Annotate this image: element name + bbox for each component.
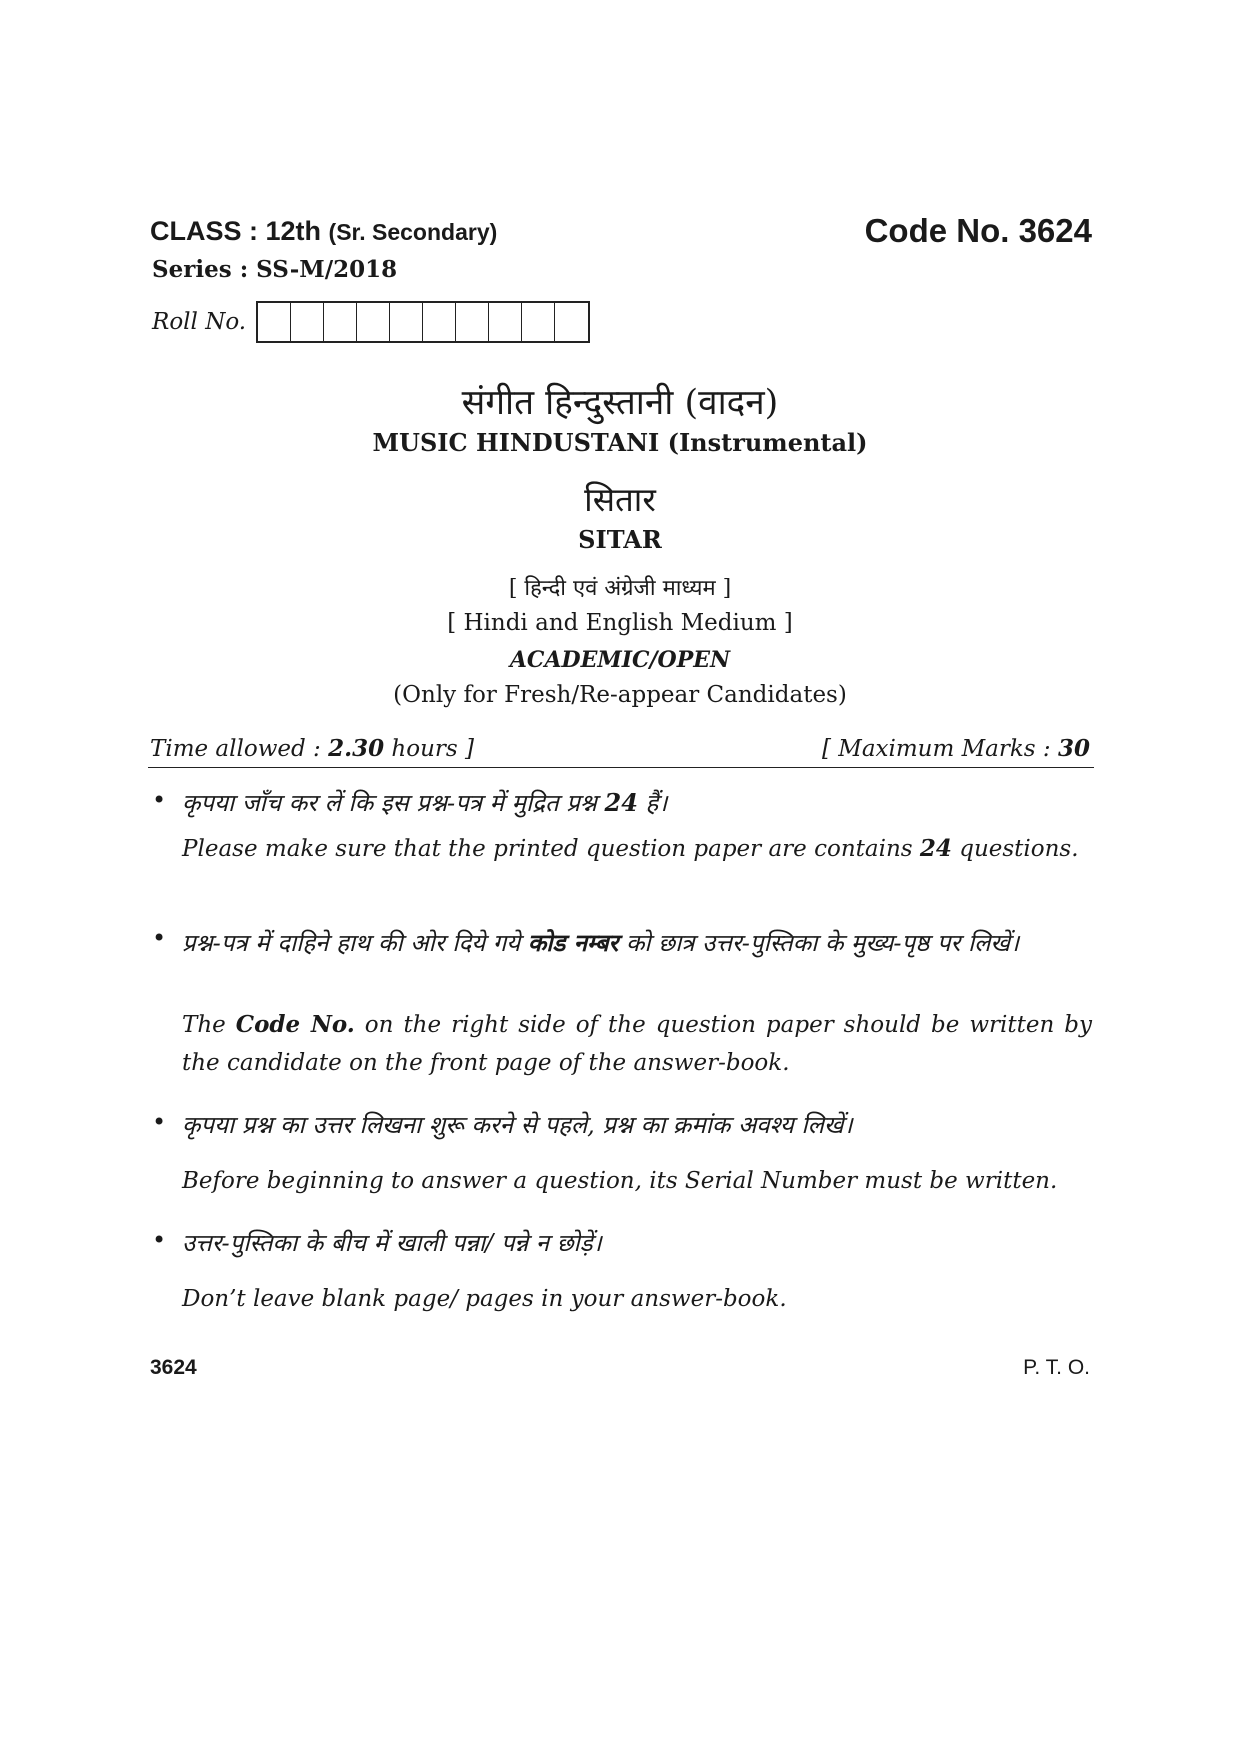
roll-box[interactable] [456,303,489,341]
roll-number-boxes[interactable] [256,301,590,343]
title-english: MUSIC HINDUSTANI (Instrumental) [372,428,868,457]
instruction-3-hindi: कृपया प्रश्न का उत्तर लिखना शुरू करने से पहले, प्रश्न का क्रमांक अवश्य लिखें। [182,1111,853,1139]
subject-english: SITAR [578,525,662,554]
instruction-1-english: Please make sure that the printed question paper are contains 24 questions. [182,835,1079,862]
roll-box[interactable] [423,303,456,341]
bullet-icon: • [152,924,167,952]
bullet-icon: • [152,1108,167,1136]
roll-number-row [152,301,590,343]
roll-box[interactable] [555,303,588,341]
candidates-note: (Only for Fresh/Re-appear Candidates) [393,682,847,708]
roll-box[interactable] [357,303,390,341]
instruction-1-hindi: कृपया जाँच कर लें कि इस प्रश्न-पत्र में मुद्रित प्रश्न 24 हैं। [182,788,668,817]
roll-box[interactable] [324,303,357,341]
medium-hindi: [ हिन्दी एवं अंग्रेजी माध्यम ] [508,576,732,601]
subject-hindi: सितार [584,480,656,519]
instruction-2-english: The Code No. on the right side of the question paper should be written by the candidate on the front page of the answer-book. [182,1011,1093,1076]
bullet-icon: • [152,786,167,814]
footer-pto: P. T. O. [1023,1356,1090,1379]
instruction-4-english: Don’t leave blank page/ pages in your answer-book. [182,1286,787,1312]
series-label: Series : SS-M/2018 [152,256,398,283]
time-allowed: Time allowed : 2.30 hours ] [150,735,474,762]
footer-code: 3624 [150,1356,197,1379]
class-sub-label: (Sr. Secondary) [328,219,498,245]
code-number: Code No. 3624 [864,212,1092,249]
time-marks-row [150,735,1090,762]
roll-number-label: Roll No. [152,309,247,335]
maximum-marks: [ Maximum Marks : 30 [821,735,1090,762]
instruction-4-hindi: उत्तर-पुस्तिका के बीच में खाली पन्ना/ पन्ने न छोड़ें। [182,1229,602,1257]
roll-box[interactable] [489,303,522,341]
bullet-icon: • [152,1226,167,1254]
roll-box[interactable] [258,303,291,341]
instruction-2-hindi: प्रश्न-पत्र में दाहिने हाथ की ओर दिये गये कोड नम्बर को छात्र उत्तर-पुस्तिका के मुख्य-पृष्ठ पर लिखें। [182,928,1020,957]
roll-box[interactable] [291,303,324,341]
medium-english: [ Hindi and English Medium ] [447,610,793,636]
roll-box[interactable] [390,303,423,341]
title-hindi: संगीत हिन्दुस्तानी (वादन) [461,383,779,423]
roll-box[interactable] [522,303,555,341]
class-label: CLASS : 12th (Sr. Secondary) [150,216,498,246]
divider [148,767,1094,768]
instruction-3-english: Before beginning to answer a question, its Serial Number must be written. [182,1168,1058,1194]
academic-open-label: ACADEMIC/OPEN [509,647,731,673]
